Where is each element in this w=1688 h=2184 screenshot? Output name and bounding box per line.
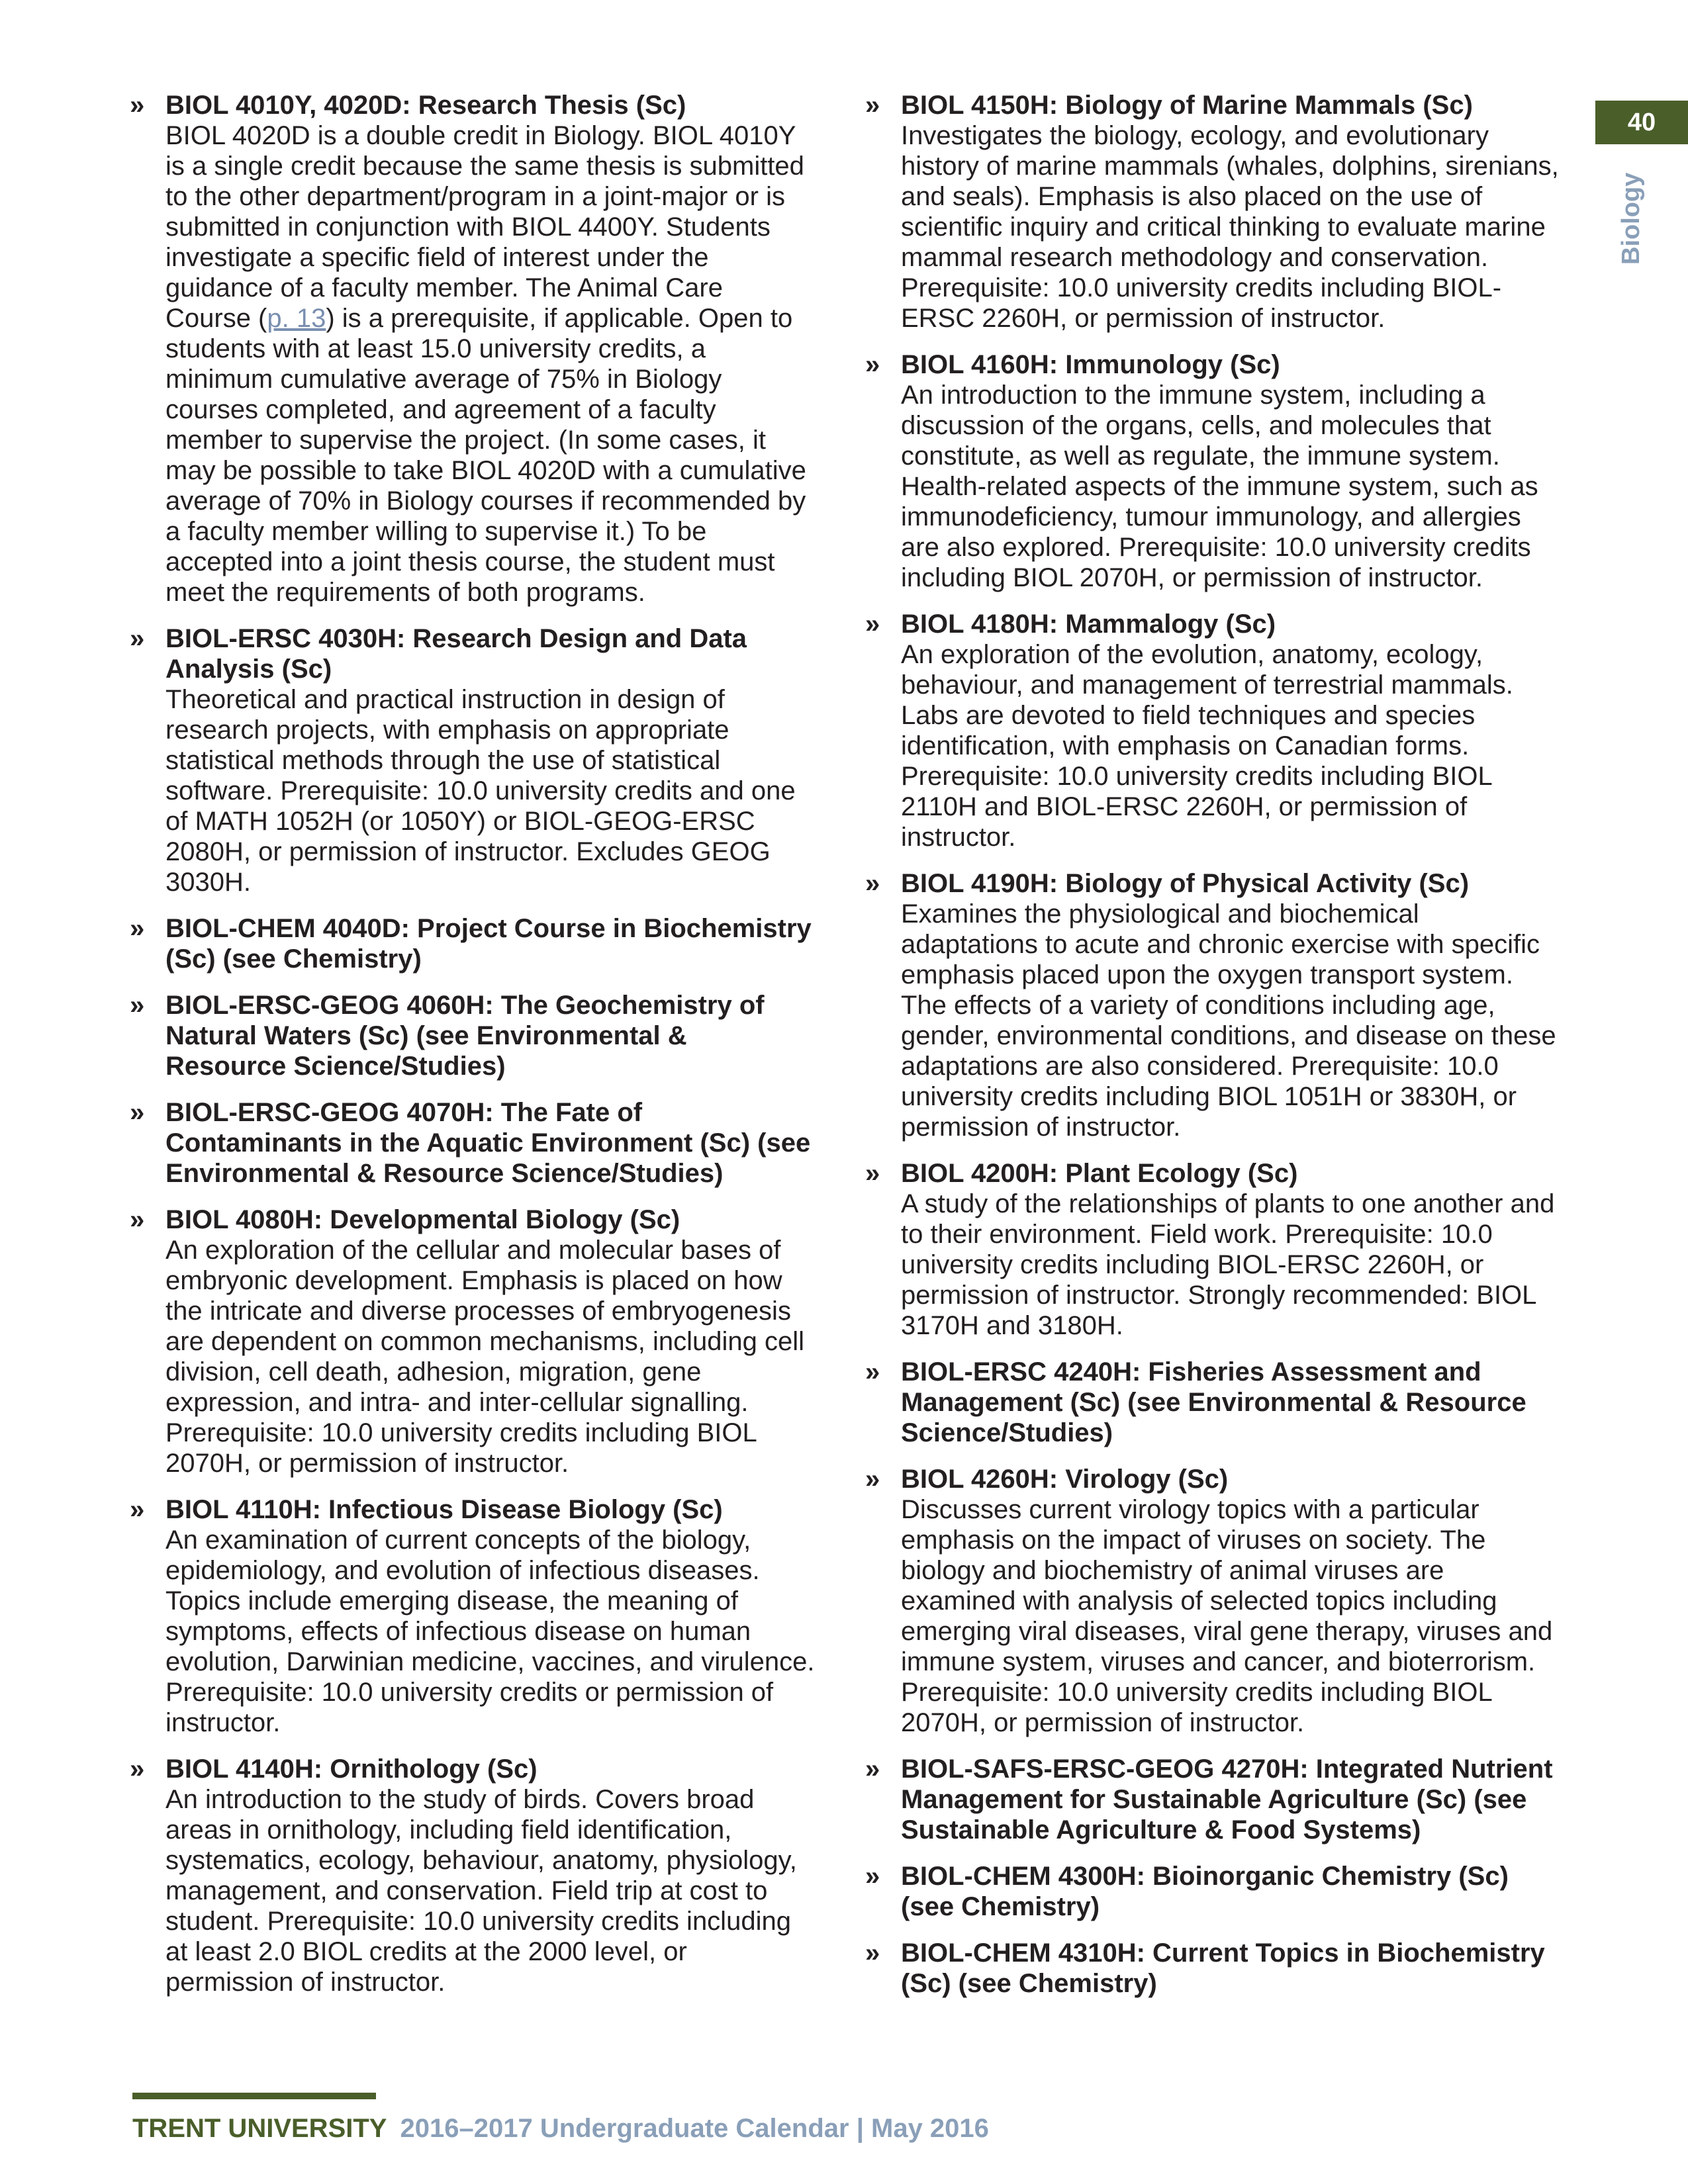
course-title: BIOL 4180H: Mammalogy (Sc) [901, 610, 1276, 639]
course-entry [865, 1938, 1560, 1999]
bullet-icon: » [865, 1465, 880, 1494]
course-entry [865, 1357, 1560, 1448]
bullet-icon: » [130, 914, 145, 943]
course-title: BIOL 4260H: Virology (Sc) [901, 1465, 1229, 1494]
bullet-icon: » [865, 1159, 880, 1188]
course-description: An exploration of the cellular and molecular bases of embryonic development. Emphasis is placed on how the intricate and diverse processes of embryogenesis are dependent on common mechanisms, including cell division, cell death, adhesion, migration, gene expression, and intra- and inter-cellular signalling. Prerequisite: 10.0 university credits including BIOL 2070H, or permission of instructor. [165, 1236, 804, 1478]
course-title: BIOL 4190H: Biology of Physical Activity (Sc) [901, 869, 1470, 898]
left-column [130, 90, 815, 2013]
bullet-icon: » [865, 1754, 880, 1784]
course-entry [130, 913, 815, 974]
course-title: BIOL-ERSC-GEOG 4070H: The Fate of Contaminants in the Aquatic Environment (Sc) (see Environmental & Resource Science/Studies) [165, 1098, 811, 1188]
course-description: Examines the physiological and biochemical adaptations to acute and chronic exercise with specific emphasis placed upon the oxygen transport system. The effects of a variety of conditions including age, gender, environmental conditions, and disease on these adaptations are also considered. Prerequisite: 10.0 university credits including BIOL 1051H or 3830H, or permission of instructor. [901, 899, 1556, 1142]
bullet-icon: » [865, 610, 880, 639]
bullet-icon: » [130, 1098, 145, 1127]
course-entry [865, 90, 1560, 334]
course-title: BIOL-ERSC-GEOG 4060H: The Geochemistry of Natural Waters (Sc) (see Environmental & Resource Science/Studies) [165, 991, 765, 1081]
bullet-icon: » [865, 1862, 880, 1891]
course-entry [865, 609, 1560, 852]
course-entry [130, 1494, 815, 1738]
course-entry [130, 1754, 815, 1997]
course-title: BIOL-CHEM 4310H: Current Topics in Biochemistry (Sc) (see Chemistry) [901, 1938, 1545, 1998]
page-reference-link[interactable]: p. 13 [267, 304, 326, 333]
course-entry [130, 90, 815, 608]
course-title: BIOL 4160H: Immunology (Sc) [901, 350, 1280, 379]
course-title: BIOL 4150H: Biology of Marine Mammals (Sc) [901, 91, 1473, 120]
right-column [865, 90, 1560, 2015]
course-description: An examination of current concepts of the biology, epidemiology, and evolution of infectious diseases. Topics include emerging disease, the meaning of symptoms, effects of infectious disease on human evolution, Darwinian medicine, vaccines, and virulence. Prerequisite: 10.0 university credits or permission of instructor. [165, 1525, 815, 1737]
course-title: BIOL 4010Y, 4020D: Research Thesis (Sc) [165, 91, 686, 120]
course-description: BIOL 4020D is a double credit in Biology. BIOL 4010Y is a single credit because the same thesis is submitted to the other department/program in a joint-major or is submitted in conjunction with BIOL 4400Y. Students investigate a specific field of interest under the guidance of a faculty member. The Animal Care Course (p. 13) is a prerequisite, if applicable. Open to students with at least 15.0 university credits, a minimum cumulative average of 75% in Biology courses completed, and agreement of a faculty member to supervise the project. (In some cases, it may be possible to take BIOL 4020D with a cumulative average of 70% in Biology courses if recommended by a faculty member willing to supervise it.) To be accepted into a joint thesis course, the student must meet the requirements of both programs. [165, 121, 806, 607]
course-entry [865, 1464, 1560, 1738]
bullet-icon: » [130, 1754, 145, 1784]
bullet-icon: » [865, 350, 880, 379]
course-entry [865, 1158, 1560, 1341]
course-description: Investigates the biology, ecology, and evolutionary history of marine mammals (whales, dolphins, sirenians, and seals). Emphasis is also placed on the use of scientific inquiry and critical thinking to evaluate marine mammal research methodology and conservation. Prerequisite: 10.0 university credits including BIOL-ERSC 2260H, or permission of instructor. [901, 121, 1559, 333]
course-description: A study of the relationships of plants to one another and to their environment. Field work. Prerequisite: 10.0 university credits including BIOL-ERSC 2260H, or permission of instructor. Strongly recommended: BIOL 3170H and 3180H. [901, 1189, 1555, 1340]
footer-rule [132, 2093, 376, 2099]
course-title: BIOL 4200H: Plant Ecology (Sc) [901, 1159, 1298, 1188]
course-description: An exploration of the evolution, anatomy, ecology, behaviour, and management of terrestrial mammals. Labs are devoted to field techniques and species identification, with emphasis on Canadian forms. Prerequisite: 10.0 university credits including BIOL 2110H and BIOL-ERSC 2260H, or permission of instructor. [901, 640, 1513, 852]
page-number-tab: 40 [1595, 101, 1688, 144]
course-title: BIOL 4080H: Developmental Biology (Sc) [165, 1205, 680, 1234]
bullet-icon: » [130, 1495, 145, 1524]
course-entry [130, 623, 815, 897]
course-description: Theoretical and practical instruction in design of research projects, with emphasis on appropriate statistical methods through the use of statistical software. Prerequisite: 10.0 university credits and one of MATH 1052H (or 1050Y) or BIOL-GEOG-ERSC 2080H, or permission of instructor. Excludes GEOG 3030H. [165, 685, 796, 897]
footer-calendar: 2016–2017 Undergraduate Calendar | May 2016 [400, 2114, 989, 2143]
bullet-icon: » [130, 624, 145, 653]
course-description: An introduction to the immune system, including a discussion of the organs, cells, and molecules that constitute, as well as regulate, the immune system. Health-related aspects of the immune system, such as immunodeficiency, tumour immunology, and allergies are also explored. Prerequisite: 10.0 university credits including BIOL 2070H, or permission of instructor. [901, 381, 1538, 592]
course-title: BIOL 4110H: Infectious Disease Biology (Sc) [165, 1495, 723, 1524]
course-entry [130, 990, 815, 1081]
course-title: BIOL-SAFS-ERSC-GEOG 4270H: Integrated Nutrient Management for Sustainable Agriculture (Sc) (see Sustainable Agriculture & Food Systems) [901, 1754, 1553, 1844]
bullet-icon: » [130, 91, 145, 120]
course-title: BIOL 4140H: Ornithology (Sc) [165, 1754, 538, 1784]
course-entry [865, 868, 1560, 1142]
course-entry [130, 1097, 815, 1189]
course-entry [865, 1861, 1560, 1922]
course-title: BIOL-CHEM 4300H: Bioinorganic Chemistry (Sc) (see Chemistry) [901, 1862, 1509, 1921]
course-title: BIOL-CHEM 4040D: Project Course in Biochemistry (Sc) (see Chemistry) [165, 914, 812, 974]
bullet-icon: » [865, 869, 880, 898]
bullet-icon: » [130, 991, 145, 1020]
footer-university: TRENT UNIVERSITY [132, 2114, 387, 2143]
bullet-icon: » [130, 1205, 145, 1234]
course-description: Discusses current virology topics with a particular emphasis on the impact of viruses on society. The biology and biochemistry of animal viruses are examined with analysis of selected topics including emerging viral diseases, viral gene therapy, viruses and immune system, viruses and cancer, and bioterrorism. Prerequisite: 10.0 university credits including BIOL 2070H, or permission of instructor. [901, 1495, 1553, 1737]
bullet-icon: » [865, 91, 880, 120]
course-title: BIOL-ERSC 4030H: Research Design and Data Analysis (Sc) [165, 624, 747, 684]
course-title: BIOL-ERSC 4240H: Fisheries Assessment and Management (Sc) (see Environmental & Resource Science/Studies) [901, 1357, 1526, 1447]
course-entry [130, 1205, 815, 1479]
course-description: An introduction to the study of birds. Covers broad areas in ornithology, including field identification, systematics, ecology, behaviour, anatomy, physiology, management, and conservation. Field trip at cost to student. Prerequisite: 10.0 university credits including at least 2.0 BIOL credits at the 2000 level, or permission of instructor. [165, 1785, 797, 1997]
course-entry [865, 349, 1560, 593]
bullet-icon: » [865, 1938, 880, 1968]
course-entry [865, 1754, 1560, 1845]
bullet-icon: » [865, 1357, 880, 1387]
page-footer [132, 2111, 989, 2146]
section-side-label: Biology [1617, 172, 1645, 265]
